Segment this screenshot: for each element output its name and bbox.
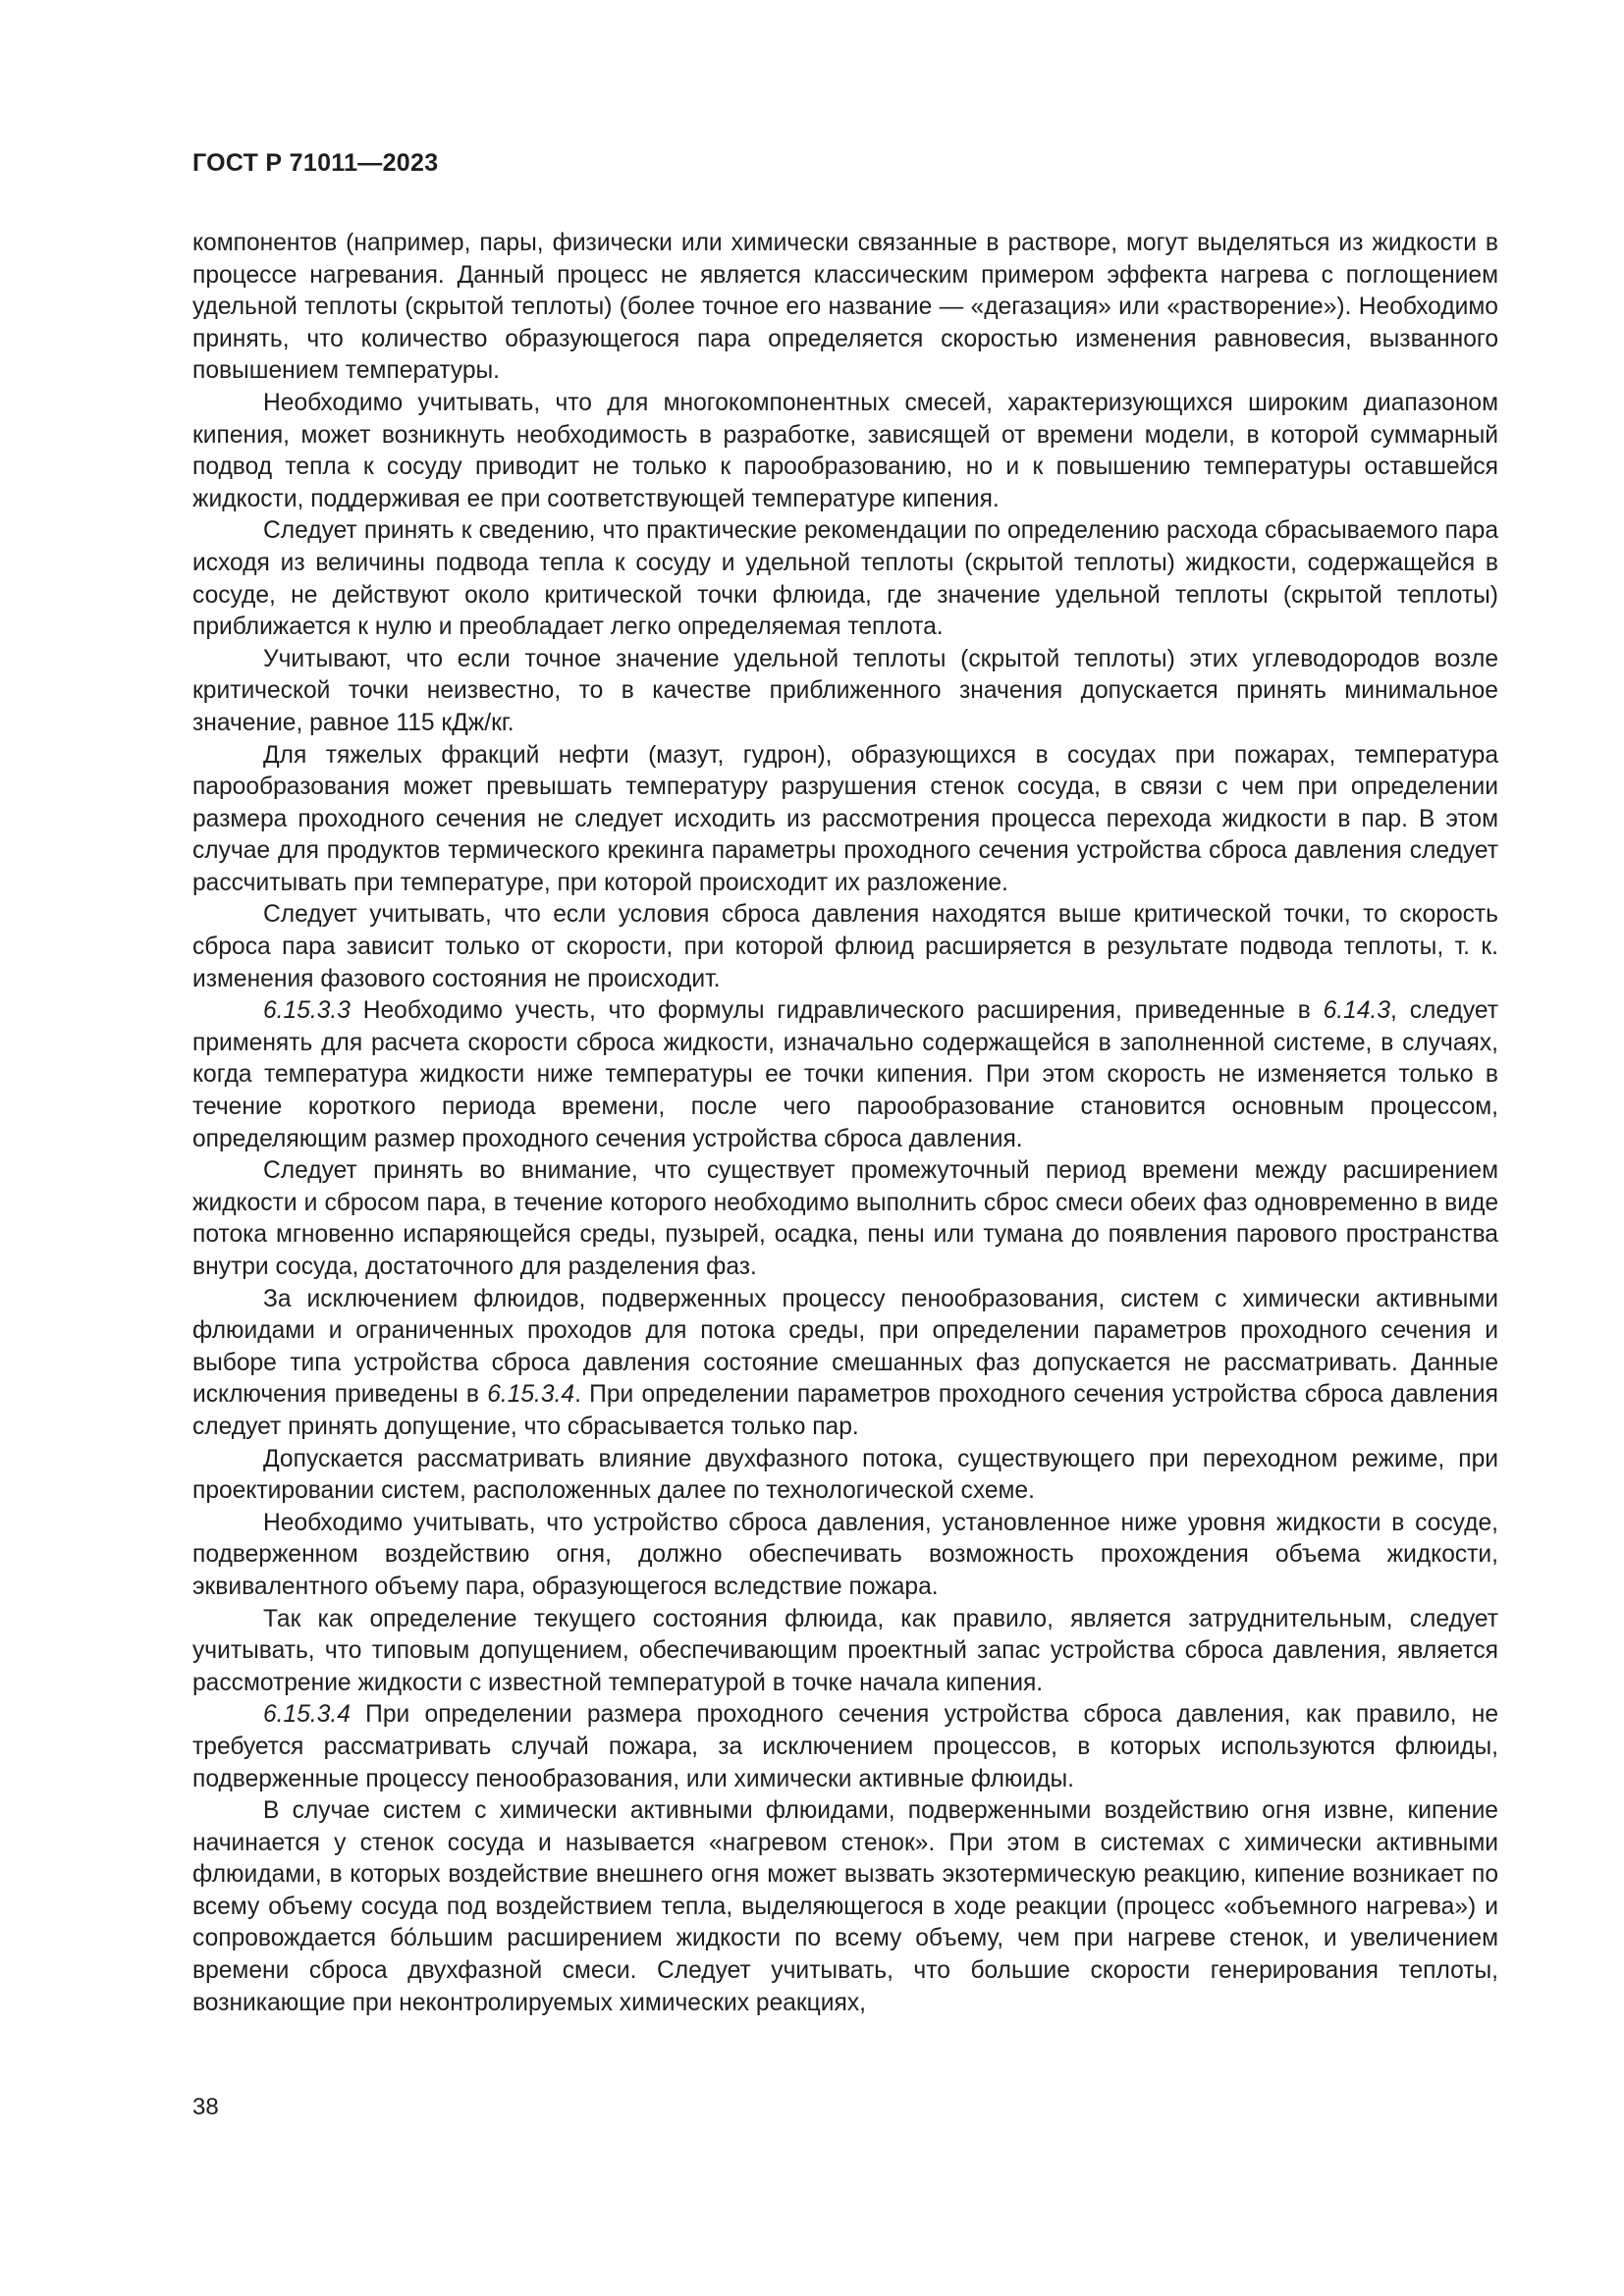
numbered-paragraph-6-15-3-4 <box>192 1699 1498 1795</box>
numbered-paragraph-6-15-3-3 <box>192 995 1498 1155</box>
paragraph: В случае систем с химически активными флюидами, подверженными воздействию огня извне, кипение начинается у стенок сосуда и называется «нагревом стенок». При этом в системах с химически активными флюидами, в которых воздействие внешнего огня может вызвать экзотермическую реакцию, кипение возникает по всему объему сосуда под воздействием тепла, выделяющегося в ходе реакции (процесс «объемного нагрева») и сопровождается бо́льшим расширением жидкости по всему объему, чем при нагреве стенок, и увеличением времени сброса двухфазной смеси. Следует учитывать, что большие скорости генерирования теплоты, возникающие при неконтролируемых химических реакциях, <box>192 1797 1498 2016</box>
paragraph: Так как определение текущего состояния флюида, как правило, является затруднительным, следует учитывать, что типовым допущением, обеспечивающим проектный запас устройства сброса давления, является рассмотрение жидкости с известной температурой в точке начала кипения. <box>192 1605 1498 1696</box>
paragraph-text: Необходимо учесть, что формулы гидравлического расширения, приведенные в <box>350 997 1324 1025</box>
clause-number: 6.15.3.3 <box>263 997 351 1025</box>
document-body <box>192 228 1498 2019</box>
paragraph: Следует принять к сведению, что практические рекомендации по определению расхода сбрасываемого пара исходя из величины подвода тепла к сосуду и удельной теплоты (скрытой теплоты) жидкости, содержащейся в сосуде, не действуют около критической точки флюида, где значение удельной теплоты (скрытой теплоты) приближается к нулю и преобладает легко определяемая теплота. <box>192 517 1498 641</box>
document-header: ГОСТ Р 71011—2023 <box>192 149 439 177</box>
paragraph-text: . При определении параметров проходного сечения устройства сброса давления следует принять допущение, что сбрасывается только пар. <box>192 1381 1498 1440</box>
clause-reference: 6.15.3.4 <box>487 1381 575 1409</box>
paragraph: Допускается рассматривать влияние двухфазного потока, существующего при переходном режиме, при проектировании систем, расположенных далее по технологической схеме. <box>192 1445 1498 1505</box>
paragraph: Учитывают, что если точное значение удельной теплоты (скрытой теплоты) этих углеводородов возле критической точки неизвестно, то в качестве приближенного значения допускается принять минимальное значение, равное 115 кДж/кг. <box>192 645 1498 736</box>
page-number: 38 <box>192 2094 219 2120</box>
paragraph-text: За исключением флюидов, подверженных процессу пенообразования, систем с химически активными флюидами и ограниченных проходов для потока среды, при определении параметров проходного сечения и выборе типа устройства сброса давления состояние смешанных фаз допускается не рассматривать. Данные исключения приведены в <box>192 1285 1498 1409</box>
paragraph-text: При определении размера проходного сечения устройства сброса давления, как правило, не требуется рассматривать случай пожара, за исключением процессов, в которых используются флюиды, подверженные процессу пенообразования, или химически активные флюиды. <box>192 1701 1498 1792</box>
paragraph: Следует принять во внимание, что существует промежуточный период времени между расширением жидкости и сбросом пара, в течение которого необходимо выполнить сброс смеси обеих фаз одновременно в виде потока мгновенно испаряющейся среды, пузырей, осадка, пены или тумана до появления парового пространства внутри сосуда, достаточного для разделения фаз. <box>192 1157 1498 1280</box>
clause-number: 6.15.3.4 <box>263 1701 351 1729</box>
paragraph-continuation: компонентов (например, пары, физически или химически связанные в растворе, могут выделяться из жидкости в процессе нагревания. Данный процесс не является классическим примером эффекта нагрева с поглощением удельной теплоты (скрытой теплоты) (более точное его название — «дегазация» или «растворение»). Необходимо принять, что количество образующегося пара определяется скоростью изменения равновесия, вызванного повышением температуры. <box>192 230 1498 385</box>
paragraph-text: , следует применять для расчета скорости сброса жидкости, изначально содержащейся в заполненной системе, в случаях, когда температура жидкости ниже температуры ее точки кипения. При этом скорость не изменяется только в течение короткого периода времени, после чего парообразование становится основным процессом, определяющим размер проходного сечения устройства сброса давления. <box>192 997 1498 1152</box>
paragraph: Необходимо учитывать, что устройство сброса давления, установленное ниже уровня жидкости в сосуде, подверженном воздействию огня, должно обеспечивать возможность прохождения объема жидкости, эквивалентного объему пара, образующегося вследствие пожара. <box>192 1509 1498 1600</box>
paragraph: Необходимо учитывать, что для многокомпонентных смесей, характеризующихся широким диапазоном кипения, может возникнуть необходимость в разработке, зависящей от времени модели, в которой суммарный подвод тепла к сосуду приводит не только к парообразованию, но и к повышению температуры оставшейся жидкости, поддерживая ее при соответствующей температуре кипения. <box>192 389 1498 512</box>
paragraph-with-reference <box>192 1284 1498 1444</box>
paragraph: Для тяжелых фракций нефти (мазут, гудрон), образующихся в сосудах при пожарах, температура парообразования может превышать температуру разрушения стенок сосуда, в связи с чем при определении размера проходного сечения не следует исходить из рассмотрения процесса перехода жидкости в пар. В этом случае для продуктов термического крекинга параметры проходного сечения устройства сброса давления следует рассчитывать при температуре, при которой происходит их разложение. <box>192 741 1498 896</box>
clause-reference: 6.14.3 <box>1323 997 1391 1025</box>
paragraph: Следует учитывать, что если условия сброса давления находятся выше критической точки, то скорость сброса пара зависит только от скорости, при которой флюид расширяется в результате подвода теплоты, т. к. изменения фазового состояния не происходит. <box>192 901 1498 992</box>
